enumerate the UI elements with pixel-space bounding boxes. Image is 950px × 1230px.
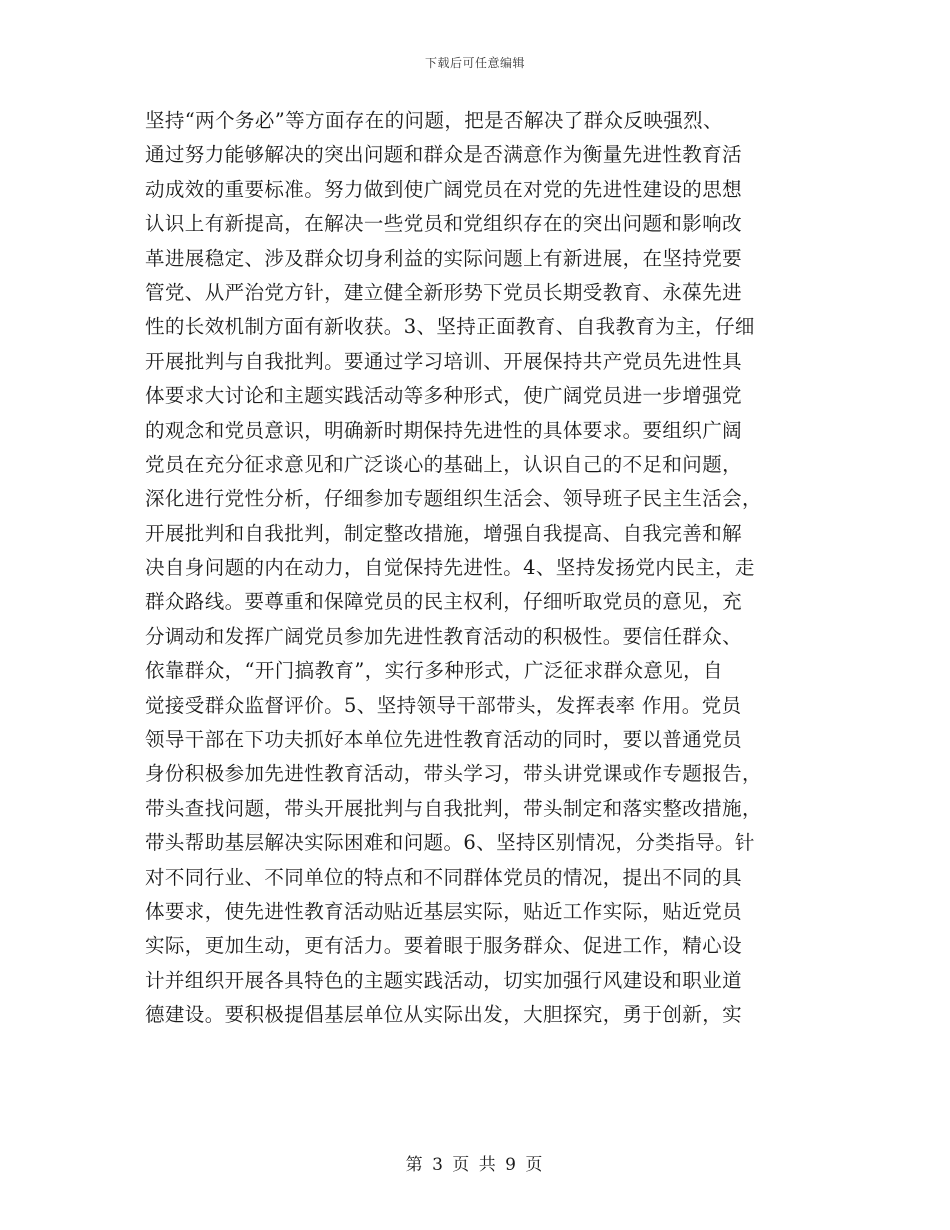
text-line: 体要求，使先进性教育活动贴近基层实际，贴近工作实际，贴近党员 — [145, 899, 743, 923]
text-line: 革进展稳定、涉及群众切身利益的实际问题上有新进展，在坚持党要 — [145, 246, 743, 270]
text-line: 管党、从严治党方针，建立健全新形势下党员长期受教育、永葆先进 — [145, 280, 743, 304]
text-line: 通过努力能够解决的突出问题和群众是否满意作为衡量先进性教育活 — [145, 143, 743, 167]
text-line: 认识上有新提高，在解决一些党员和党组织存在的突出问题和影响改 — [145, 212, 743, 236]
text-line: 体要求大讨论和主题实践活动等多种形式，使广阔党员进一步增强党 — [145, 384, 743, 408]
body-text — [145, 104, 805, 1033]
text-line: 决自身问题的内在动力，自觉保持先进性。4、坚持发扬党内民主，走 — [145, 556, 755, 580]
header-note: 下载后可任意编辑 — [424, 56, 525, 70]
text-line: 依靠群众，“开门搞教育”，实行多种形式，广泛征求群众意见，自 — [145, 659, 723, 683]
text-line: 性的长效机制方面有新收获。3、坚持正面教育、自我教育为主，仔细 — [145, 315, 755, 339]
text-line: 动成效的重要标准。努力做到使广阔党员在对党的先进性建设的思想 — [145, 177, 743, 201]
text-line: 开展批判和自我批判，制定整改措施，增强自我提高、自我完善和解 — [145, 521, 743, 545]
text-line: 党员在充分征求意见和广泛谈心的基础上，认识自己的不足和问题， — [145, 452, 743, 476]
text-line: 带头帮助基层解决实际困难和问题。6、坚持区别情况，分类指导。针 — [145, 831, 755, 855]
text-line: 坚持“两个务必”等方面存在的问题，把是否解决了群众反映强烈、 — [145, 109, 723, 132]
page-number-footer: 第 3 页 共 9 页 — [405, 1155, 545, 1175]
text-line: 实际，更加生动，更有活力。要着眼于服务群众、促进工作，精心设 — [145, 934, 743, 958]
text-line: 开展批判与自我批判。要通过学习培训、开展保持共产党员先进性具 — [145, 349, 743, 373]
text-line: 德建设。要积极提倡基层单位从实际出发，大胆探究，勇于创新，实 — [145, 1003, 743, 1027]
text-line: 对不同行业、不同单位的特点和不同群体党员的情况，提出不同的具 — [145, 865, 743, 889]
text-line: 群众路线。要尊重和保障党员的民主权利，仔细听取党员的意见，充 — [145, 590, 743, 614]
text-line: 的观念和党员意识，明确新时期保持先进性的具体要求。要组织广阔 — [145, 418, 743, 442]
text-line: 带头查找问题，带头开展批判与自我批判，带头制定和落实整改措施， — [145, 796, 762, 820]
text-line: 领导干部在下功夫抓好本单位先进性教育活动的同时，要以普通党员 — [145, 728, 743, 752]
text-line: 身份积极参加先进性教育活动，带头学习，带头讲党课或作专题报告， — [145, 762, 762, 786]
text-line: 计并组织开展各具特色的主题实践活动，切实加强行风建设和职业道 — [145, 968, 743, 992]
text-line: 觉接受群众监督评价。5、坚持领导干部带头，发挥表率 作用。党员 — [145, 693, 742, 717]
text-line: 深化进行党性分析，仔细参加专题组织生活会、领导班子民主生活会， — [145, 487, 762, 511]
text-line: 分调动和发挥广阔党员参加先进性教育活动的积极性。要信任群众、 — [145, 624, 743, 648]
